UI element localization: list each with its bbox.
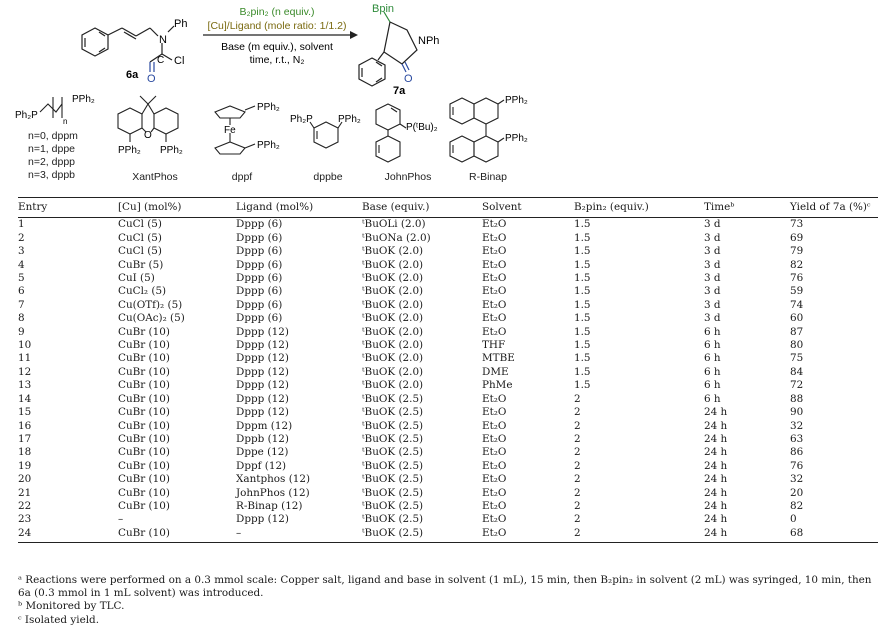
table-row — [18, 487, 878, 500]
cell-ligand: Dppp (12) — [236, 365, 289, 378]
header-cu: [Cu] (mol%) — [118, 198, 236, 218]
cell-ligand: Dppp (6) — [236, 218, 283, 231]
binap-group-top: PPh₂ — [505, 95, 528, 106]
cell-ligand: Xantphos (12) — [236, 473, 311, 486]
header-b2pin2: B₂pin₂ (equiv.) — [574, 198, 704, 218]
substrate-carbonyl — [150, 62, 154, 72]
dppx-index-n: n — [63, 117, 68, 126]
cell-base: ᵗBuOK (2.0) — [362, 352, 424, 365]
ligand-label-johnphos: JohnPhos — [384, 171, 432, 183]
xantphos-group-left: PPh₂ — [118, 145, 141, 156]
cell-ligand: Dppm (12) — [236, 419, 293, 432]
cell-solvent: MTBE — [482, 352, 515, 365]
cell-b2pin2: 1.5 — [574, 325, 591, 338]
cell-b2pin2: 1.5 — [574, 258, 591, 271]
cell-yield: 32 — [790, 419, 804, 432]
dppx-ligand-structure — [40, 97, 62, 118]
cell-b2pin2: 2 — [574, 499, 581, 512]
cell-time: 24 h — [704, 446, 728, 459]
cell-b2pin2: 1.5 — [574, 272, 591, 285]
cell-b2pin2: 2 — [574, 513, 581, 526]
cell-cu: CuBr (10) — [118, 499, 170, 512]
cell-time: 24 h — [704, 486, 728, 499]
cell-b2pin2: 2 — [574, 432, 581, 445]
cell-time: 6 h — [704, 352, 721, 365]
header-ligand: Ligand (mol%) — [236, 198, 362, 218]
table-row — [18, 433, 878, 446]
dppf-fe-atom: Fe — [224, 125, 236, 136]
cell-solvent: Et₂O — [482, 285, 507, 298]
condition-line-2: time, r.t., N₂ — [249, 54, 305, 66]
cell-entry: 16 — [18, 419, 32, 432]
cell-b2pin2: 1.5 — [574, 218, 591, 231]
dppx-left-group: Ph₂P — [15, 110, 38, 121]
cell-time: 3 d — [704, 245, 721, 258]
cell-time: 6 h — [704, 365, 721, 378]
cell-ligand: Dppp (6) — [236, 272, 283, 285]
cell-solvent: Et₂O — [482, 258, 507, 271]
cell-base: ᵗBuOK (2.0) — [362, 245, 424, 258]
cell-ligand: – — [236, 527, 362, 543]
cell-yield: 88 — [790, 392, 804, 405]
cell-b2pin2: 2 — [574, 473, 581, 486]
cell-ligand: Dppp (6) — [236, 245, 283, 258]
dppbe-structure — [310, 122, 342, 148]
cell-cu: CuBr (10) — [118, 352, 170, 365]
cell-ligand: Dppp (12) — [236, 392, 289, 405]
cell-ligand: Dppb (12) — [236, 432, 289, 445]
binap-group-bottom: PPh₂ — [505, 133, 528, 144]
cell-cu: Cu(OTf)₂ (5) — [118, 298, 183, 311]
cell-solvent: Et₂O — [482, 446, 507, 459]
cell-solvent: Et₂O — [482, 272, 507, 285]
header-yield: Yield of 7a (%)ᶜ — [790, 198, 878, 218]
dppbe-group-left: Ph₂P — [290, 114, 313, 125]
cell-yield: 75 — [790, 352, 804, 365]
cell-time: 24 h — [704, 527, 790, 543]
substrate-label: 6a — [126, 69, 139, 81]
cell-entry: 12 — [18, 365, 32, 378]
cell-yield: 74 — [790, 298, 804, 311]
table-row — [18, 420, 878, 433]
table-row — [18, 285, 878, 298]
cell-b2pin2: 2 — [574, 486, 581, 499]
cell-time: 6 h — [704, 339, 721, 352]
cell-base: ᵗBuOK (2.0) — [362, 365, 424, 378]
reagent-line-1: B₂pin₂ (n equiv.) — [239, 6, 315, 18]
cell-entry: 8 — [18, 312, 25, 325]
footnote-c: ᶜ Isolated yield. — [18, 613, 100, 626]
table-row — [18, 406, 878, 419]
cell-yield: 76 — [790, 272, 804, 285]
cell-entry: 13 — [18, 379, 32, 392]
dppx-line-dppe: n=1, dppe — [28, 143, 76, 155]
cell-solvent: Et₂O — [482, 527, 574, 543]
cell-time: 24 h — [704, 513, 728, 526]
cell-ligand: Dppp (12) — [236, 513, 289, 526]
table-row — [18, 312, 878, 325]
cell-cu: CuBr (10) — [118, 365, 170, 378]
cell-b2pin2: 2 — [574, 527, 704, 543]
cell-base: ᵗBuOK (2.0) — [362, 312, 424, 325]
cell-entry: 7 — [18, 298, 25, 311]
cell-yield: 73 — [790, 218, 804, 231]
cell-base: ᵗBuOK (2.0) — [362, 258, 424, 271]
cell-b2pin2: 2 — [574, 406, 581, 419]
cell-base: ᵗBuOK (2.5) — [362, 419, 424, 432]
dppf-group-top: PPh₂ — [257, 102, 280, 113]
cell-cu: CuBr (10) — [118, 527, 236, 543]
cell-cu: CuBr (10) — [118, 486, 170, 499]
cell-solvent: Et₂O — [482, 432, 507, 445]
cell-entry: 10 — [18, 339, 32, 352]
cell-solvent: Et₂O — [482, 499, 507, 512]
cell-base: ᵗBuOK (2.5) — [362, 432, 424, 445]
cell-entry: 9 — [18, 325, 25, 338]
cell-b2pin2: 2 — [574, 392, 581, 405]
table-row — [18, 272, 878, 285]
header-time: Timeᵇ — [704, 198, 790, 218]
cell-b2pin2: 1.5 — [574, 339, 591, 352]
dppbe-group-right: PPh₂ — [338, 114, 361, 125]
cell-entry: 3 — [18, 245, 25, 258]
reaction-arrowhead — [350, 31, 358, 39]
cell-yield: 60 — [790, 312, 804, 325]
table-body — [18, 218, 878, 543]
cell-entry: 2 — [18, 231, 25, 244]
cell-solvent: Et₂O — [482, 392, 507, 405]
table-header-row — [18, 198, 878, 218]
table-row — [18, 446, 878, 459]
substrate-c-atom: C — [157, 55, 165, 66]
footnotes — [18, 574, 880, 627]
cell-ligand: Dppp (12) — [236, 339, 289, 352]
cell-ligand: R-Binap (12) — [236, 499, 303, 512]
cell-time: 6 h — [704, 379, 721, 392]
cell-base: ᵗBuOK (2.5) — [362, 499, 424, 512]
table-row — [18, 339, 878, 352]
cell-entry: 4 — [18, 258, 25, 271]
cell-base: ᵗBuOK (2.0) — [362, 285, 424, 298]
cell-entry: 15 — [18, 406, 32, 419]
cell-solvent: Et₂O — [482, 486, 507, 499]
product-o-atom: O — [404, 73, 413, 85]
cell-b2pin2: 1.5 — [574, 312, 591, 325]
cell-yield: 32 — [790, 473, 804, 486]
cell-ligand: Dppp (6) — [236, 258, 283, 271]
cell-b2pin2: 1.5 — [574, 245, 591, 258]
cell-ligand: Dppp (6) — [236, 298, 283, 311]
cell-cu: CuCl (5) — [118, 245, 162, 258]
xantphos-group-right: PPh₂ — [160, 145, 183, 156]
cell-base: ᵗBuOK (2.0) — [362, 325, 424, 338]
cell-entry: 1 — [18, 218, 25, 231]
cell-cu: CuCl (5) — [118, 231, 162, 244]
ligand-label-xantphos: XantPhos — [132, 171, 178, 183]
substrate-cl-atom: Cl — [174, 55, 185, 67]
product-bpin-group: Bpin — [372, 3, 395, 15]
cell-time: 24 h — [704, 499, 728, 512]
cell-entry: 6 — [18, 285, 25, 298]
cell-time: 3 d — [704, 231, 721, 244]
cell-b2pin2: 1.5 — [574, 365, 591, 378]
table-row — [18, 218, 878, 232]
cell-solvent: Et₂O — [482, 245, 507, 258]
cell-cu: CuBr (10) — [118, 459, 170, 472]
cell-entry: 22 — [18, 499, 32, 512]
cell-cu: CuI (5) — [118, 272, 155, 285]
header-solvent: Solvent — [482, 198, 574, 218]
dppf-group-bottom: PPh₂ — [257, 140, 280, 151]
cell-solvent: Et₂O — [482, 231, 507, 244]
cell-time: 3 d — [704, 312, 721, 325]
cell-entry: 17 — [18, 432, 32, 445]
footnote-a: ᵃ Reactions were performed on a 0.3 mmol scale: Copper salt, ligand and base in solvent (1 mL), 15 min, then B₂pin₂ in solvent (2 mL) was syringed, 10 min, then 6a (0.3 mmol in 1 mL solvent) was introduced. — [18, 574, 872, 600]
cell-yield: 0 — [790, 513, 797, 526]
cell-cu: CuBr (10) — [118, 419, 170, 432]
cell-b2pin2: 1.5 — [574, 285, 591, 298]
cell-entry: 24 — [18, 527, 118, 543]
cell-entry: 14 — [18, 392, 32, 405]
cell-base: ᵗBuOK (2.0) — [362, 298, 424, 311]
cell-solvent: Et₂O — [482, 459, 507, 472]
cell-time: 24 h — [704, 406, 728, 419]
table-row — [18, 245, 878, 258]
cell-cu: CuCl₂ (5) — [118, 285, 167, 298]
condition-line-1: Base (m equiv.), solvent — [221, 41, 333, 53]
substrate-n-atom: N — [159, 34, 167, 46]
ligand-label-r-binap: R-Binap — [469, 171, 507, 183]
cell-time: 3 d — [704, 258, 721, 271]
cell-cu: CuBr (5) — [118, 258, 164, 271]
cell-ligand: Dppp (12) — [236, 406, 289, 419]
binap-structure — [450, 98, 504, 162]
cell-solvent: THF — [482, 339, 506, 352]
cell-yield: 76 — [790, 459, 804, 472]
cell-entry: 11 — [18, 352, 32, 365]
cell-solvent: Et₂O — [482, 473, 507, 486]
cell-solvent: Et₂O — [482, 325, 507, 338]
cell-ligand: Dppp (12) — [236, 352, 289, 365]
cell-cu: CuCl (5) — [118, 218, 162, 231]
cell-cu: CuBr (10) — [118, 392, 170, 405]
table-row — [18, 326, 878, 339]
cell-solvent: Et₂O — [482, 513, 507, 526]
cell-yield: 87 — [790, 325, 804, 338]
cell-time: 6 h — [704, 392, 721, 405]
cell-entry: 5 — [18, 272, 25, 285]
dppx-line-dppp: n=2, dppp — [28, 156, 76, 168]
cell-base: ᵗBuOK (2.5) — [362, 473, 424, 486]
dppx-line-dppb: n=3, dppb — [28, 169, 76, 181]
cell-time: 24 h — [704, 432, 728, 445]
cell-ligand: Dppe (12) — [236, 446, 289, 459]
cell-base: ᵗBuOK (2.5) — [362, 446, 424, 459]
dppx-right-group: PPh₂ — [72, 94, 95, 105]
cell-yield: 90 — [790, 406, 804, 419]
cell-cu: CuBr (10) — [118, 339, 170, 352]
cell-yield: 80 — [790, 339, 804, 352]
table-row — [18, 259, 878, 272]
dppx-line-dppm: n=0, dppm — [28, 130, 78, 142]
cell-yield: 68 — [790, 527, 878, 543]
cell-cu: Cu(OAc)₂ (5) — [118, 312, 185, 325]
cell-time: 24 h — [704, 459, 728, 472]
cell-entry: 21 — [18, 486, 32, 499]
cell-entry: 23 — [18, 513, 32, 526]
cell-ligand: Dppp (12) — [236, 325, 289, 338]
table-row — [18, 352, 878, 365]
product-nph-group: NPh — [418, 35, 440, 47]
cell-ligand: Dppp (12) — [236, 379, 289, 392]
cell-cu: CuBr (10) — [118, 432, 170, 445]
cell-yield: 79 — [790, 245, 804, 258]
xantphos-o-atom: O — [144, 130, 152, 141]
cell-time: 24 h — [704, 473, 728, 486]
cell-yield: 63 — [790, 432, 804, 445]
cell-solvent: Et₂O — [482, 218, 507, 231]
cell-b2pin2: 2 — [574, 419, 581, 432]
ligand-label-dppf: dppf — [231, 171, 253, 183]
table-row — [18, 473, 878, 486]
reaction-scheme — [0, 0, 894, 195]
cell-b2pin2: 1.5 — [574, 352, 591, 365]
cell-b2pin2: 2 — [574, 446, 581, 459]
footnote-b: ᵇ Monitored by TLC. — [18, 600, 125, 613]
table-row — [18, 232, 878, 245]
cell-b2pin2: 1.5 — [574, 298, 591, 311]
ligand-label-dppbe: dppbe — [313, 171, 343, 183]
cell-yield: 72 — [790, 379, 804, 392]
cell-time: 24 h — [704, 419, 728, 432]
cell-base: ᵗBuOLi (2.0) — [362, 218, 426, 231]
cell-yield: 69 — [790, 231, 804, 244]
header-base: Base (equiv.) — [362, 198, 482, 218]
reagent-line-2: [Cu]/Ligand (mole ratio: 1/1.2) — [207, 20, 347, 32]
cell-cu: CuBr (10) — [118, 406, 170, 419]
cell-ligand: Dppp (6) — [236, 231, 283, 244]
cell-yield: 20 — [790, 486, 804, 499]
cell-yield: 59 — [790, 285, 804, 298]
cell-time: 6 h — [704, 325, 721, 338]
substrate-ph-group: Ph — [174, 18, 188, 30]
header-entry: Entry — [18, 198, 118, 218]
table-row — [18, 393, 878, 406]
cell-ligand: Dppp (6) — [236, 285, 283, 298]
cell-cu: CuBr (10) — [118, 379, 170, 392]
cell-b2pin2: 2 — [574, 459, 581, 472]
cell-solvent: PhMe — [482, 379, 513, 392]
cell-time: 3 d — [704, 218, 721, 231]
cell-time: 3 d — [704, 285, 721, 298]
cell-ligand: JohnPhos (12) — [236, 486, 310, 499]
table-row — [18, 379, 878, 392]
cell-entry: 20 — [18, 473, 32, 486]
cell-base: ᵗBuOK (2.0) — [362, 339, 424, 352]
cell-entry: 19 — [18, 459, 32, 472]
cell-base: ᵗBuONa (2.0) — [362, 231, 431, 244]
cell-solvent: Et₂O — [482, 298, 507, 311]
cell-cu: CuBr (10) — [118, 446, 170, 459]
cell-solvent: Et₂O — [482, 419, 507, 432]
cell-b2pin2: 1.5 — [574, 379, 591, 392]
cell-ligand: Dppp (6) — [236, 312, 283, 325]
cell-base: ᵗBuOK (2.5) — [362, 513, 424, 526]
cell-solvent: Et₂O — [482, 406, 507, 419]
cell-cu: CuBr (10) — [118, 325, 170, 338]
cell-solvent: DME — [482, 365, 509, 378]
cell-base: ᵗBuOK (2.0) — [362, 379, 424, 392]
cell-yield: 86 — [790, 446, 804, 459]
table-row — [18, 366, 878, 379]
cell-yield: 82 — [790, 499, 804, 512]
table-row — [18, 460, 878, 473]
cell-entry: 18 — [18, 446, 32, 459]
optimization-table — [18, 197, 878, 543]
cell-time: 3 d — [704, 272, 721, 285]
cell-base: ᵗBuOK (2.5) — [362, 392, 424, 405]
table-row — [18, 500, 878, 513]
cell-base: ᵗBuOK (2.5) — [362, 486, 424, 499]
cell-ligand: Dppf (12) — [236, 459, 287, 472]
cell-b2pin2: 1.5 — [574, 231, 591, 244]
cell-time: 3 d — [704, 298, 721, 311]
cell-solvent: Et₂O — [482, 312, 507, 325]
cell-yield: 84 — [790, 365, 804, 378]
table-row — [18, 513, 878, 526]
johnphos-structure — [376, 104, 406, 162]
cell-base: ᵗBuOK (2.5) — [362, 527, 482, 543]
cell-cu: – — [118, 513, 124, 526]
cell-base: ᵗBuOK (2.5) — [362, 459, 424, 472]
substrate-o-atom: O — [147, 73, 156, 85]
product-label: 7a — [393, 85, 406, 97]
johnphos-group: P(ᵗBu)₂ — [406, 122, 438, 133]
cell-base: ᵗBuOK (2.0) — [362, 272, 424, 285]
table-row — [18, 527, 878, 543]
cell-yield: 82 — [790, 258, 804, 271]
table-row — [18, 299, 878, 312]
cell-cu: CuBr (10) — [118, 473, 170, 486]
cell-base: ᵗBuOK (2.5) — [362, 406, 424, 419]
